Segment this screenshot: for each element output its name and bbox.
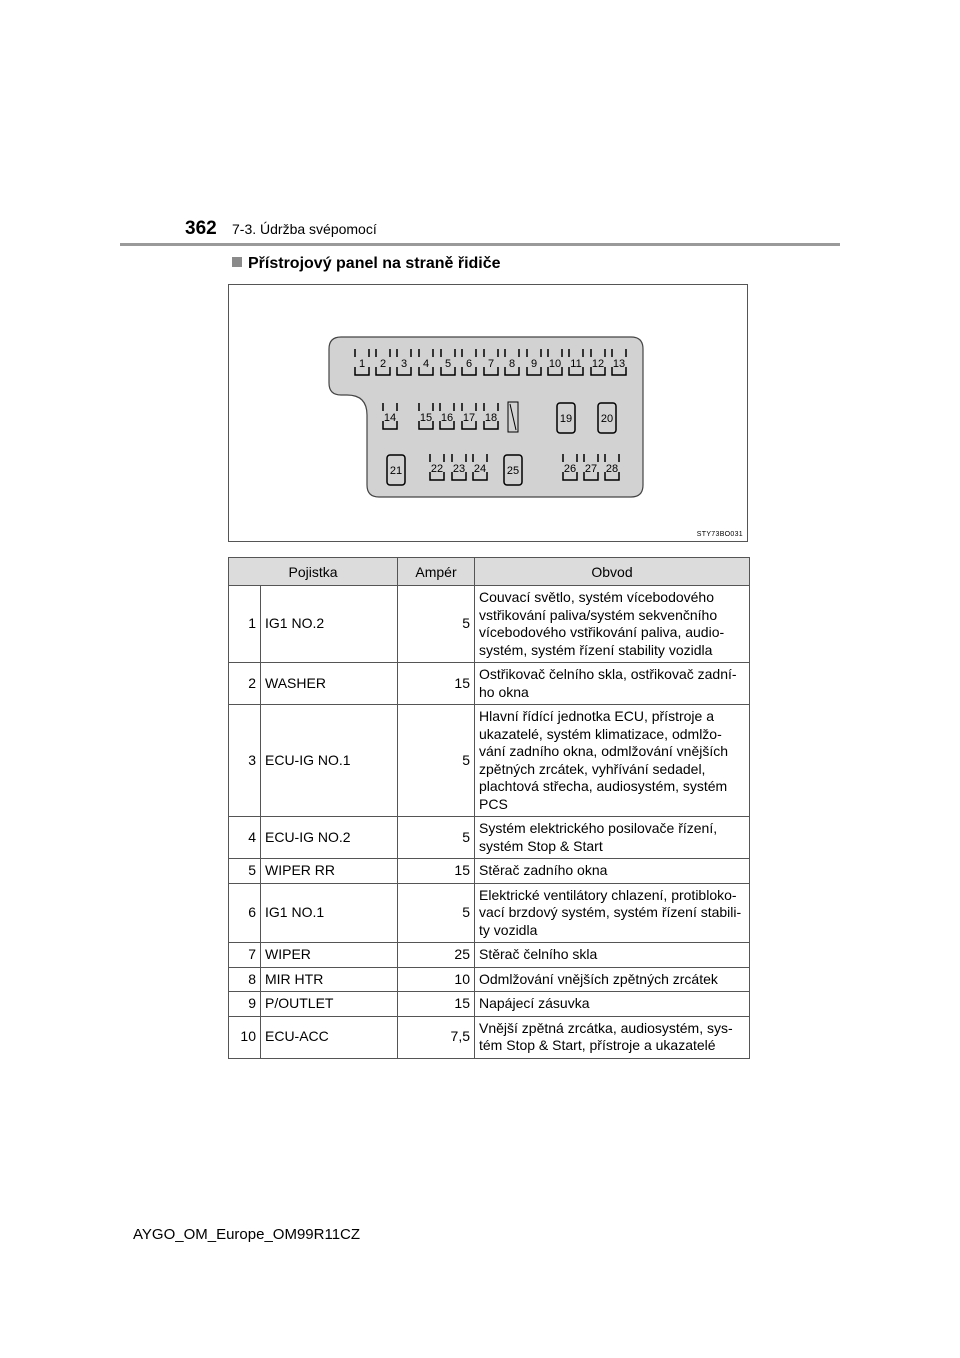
fuse-label: 21 bbox=[389, 465, 403, 477]
fuse-ampere: 5 bbox=[398, 817, 475, 859]
fuse-name: ECU-ACC bbox=[261, 1016, 398, 1058]
fuse-ampere: 5 bbox=[398, 586, 475, 663]
fuse-label: 10 bbox=[548, 358, 562, 370]
fuse-label: 22 bbox=[430, 463, 444, 475]
fuse-number: 1 bbox=[229, 586, 261, 663]
fuse-label: 14 bbox=[383, 412, 397, 424]
fuse-label: 5 bbox=[444, 358, 452, 370]
table-row bbox=[229, 817, 750, 859]
fuse-label: 18 bbox=[484, 412, 498, 424]
fuse-number: 4 bbox=[229, 817, 261, 859]
fuse-name: MIR HTR bbox=[261, 967, 398, 992]
fuse-label: 7 bbox=[487, 358, 495, 370]
fuse-circuit: Napájecí zásuvka bbox=[475, 992, 750, 1017]
table-row bbox=[229, 883, 750, 943]
table-row bbox=[229, 859, 750, 884]
fuse-label: 16 bbox=[440, 412, 454, 424]
figure-code: STY73BO031 bbox=[696, 531, 743, 538]
fuse-ampere: 15 bbox=[398, 663, 475, 705]
fuse-label: 2 bbox=[379, 358, 387, 370]
fuse-ampere: 25 bbox=[398, 943, 475, 968]
table-row bbox=[229, 705, 750, 817]
fuse-circuit: Stěrač zadního okna bbox=[475, 859, 750, 884]
fuse-name: WIPER bbox=[261, 943, 398, 968]
fuse-label: 19 bbox=[559, 413, 573, 425]
fuse-label: 9 bbox=[530, 358, 538, 370]
fuse-label: 24 bbox=[473, 463, 487, 475]
fuse-number: 3 bbox=[229, 705, 261, 817]
fuse-label: 6 bbox=[465, 358, 473, 370]
table-row bbox=[229, 663, 750, 705]
fuse-ampere: 15 bbox=[398, 859, 475, 884]
fuse-circuit: Elektrické ventilátory chlazení, protibloko-vací brzdový systém, systém řízení stabili-ty vozidla bbox=[475, 883, 750, 943]
table-header-row bbox=[229, 558, 750, 586]
fuse-circuit: Couvací světlo, systém vícebodového vstřikování paliva/systém sekvenčního vícebodového vstřikování paliva, audio-systém, systém řízení stability vozidla bbox=[475, 586, 750, 663]
fuse-label: 20 bbox=[600, 413, 614, 425]
fuse-number: 6 bbox=[229, 883, 261, 943]
fuse-label: 1 bbox=[358, 358, 366, 370]
square-bullet-icon bbox=[232, 257, 242, 267]
fuse-number: 2 bbox=[229, 663, 261, 705]
fuse-label: 13 bbox=[612, 358, 626, 370]
fuse-number: 5 bbox=[229, 859, 261, 884]
fuse-number: 7 bbox=[229, 943, 261, 968]
fuse-circuit: Odmlžování vnějších zpětných zrcátek bbox=[475, 967, 750, 992]
fuse-name: WASHER bbox=[261, 663, 398, 705]
fuse-label: 15 bbox=[419, 412, 433, 424]
subheading-text: Přístrojový panel na straně řidiče bbox=[248, 255, 501, 272]
fuse-number: 8 bbox=[229, 967, 261, 992]
fuse-label: 11 bbox=[570, 358, 582, 370]
fuse-circuit: Systém elektrického posilovače řízení, systém Stop & Start bbox=[475, 817, 750, 859]
fuse-box-diagram bbox=[228, 284, 748, 542]
table-row bbox=[229, 1016, 750, 1058]
fuse-ampere: 7,5 bbox=[398, 1016, 475, 1058]
fuse-name: P/OUTLET bbox=[261, 992, 398, 1017]
fuse-circuit: Stěrač čelního skla bbox=[475, 943, 750, 968]
fuse-label: 17 bbox=[462, 412, 476, 424]
fuse-label: 23 bbox=[452, 463, 466, 475]
page-number: 362 bbox=[185, 218, 217, 239]
header-ampere: Ampér bbox=[398, 558, 475, 586]
fuse-name: ECU-IG NO.1 bbox=[261, 705, 398, 817]
fuse-name: IG1 NO.1 bbox=[261, 883, 398, 943]
fuse-name: ECU-IG NO.2 bbox=[261, 817, 398, 859]
table-row bbox=[229, 943, 750, 968]
fuse-circuit: Ostřikovač čelního skla, ostřikovač zadní-ho okna bbox=[475, 663, 750, 705]
fuse-name: WIPER RR bbox=[261, 859, 398, 884]
fuse-ampere: 5 bbox=[398, 705, 475, 817]
footer-doc-code: AYGO_OM_Europe_OM99R11CZ bbox=[133, 1226, 361, 1243]
table-row bbox=[229, 586, 750, 663]
table-row bbox=[229, 967, 750, 992]
fuse-number: 10 bbox=[229, 1016, 261, 1058]
fuse-ampere: 10 bbox=[398, 967, 475, 992]
fuse-label: 26 bbox=[563, 463, 577, 475]
fuse-ampere: 5 bbox=[398, 883, 475, 943]
header-divider bbox=[120, 243, 840, 246]
fuse-name: IG1 NO.2 bbox=[261, 586, 398, 663]
fuse-ampere: 15 bbox=[398, 992, 475, 1017]
fuse-label: 4 bbox=[422, 358, 430, 370]
table-row bbox=[229, 992, 750, 1017]
fuse-label: 27 bbox=[584, 463, 598, 475]
fuse-label: 28 bbox=[605, 463, 619, 475]
fuse-number: 9 bbox=[229, 992, 261, 1017]
fuse-label: 8 bbox=[508, 358, 516, 370]
fuse-box-drawing bbox=[229, 285, 747, 541]
header-circuit: Obvod bbox=[475, 558, 750, 586]
fuse-label: 12 bbox=[591, 358, 605, 370]
fuse-table bbox=[228, 557, 750, 1059]
fuse-label: 25 bbox=[506, 465, 520, 477]
fuse-circuit: Vnější zpětná zrcátka, audiosystém, sys-tém Stop & Start, přístroje a ukazatelé bbox=[475, 1016, 750, 1058]
header-fuse: Pojistka bbox=[229, 558, 398, 586]
section-title: 7-3. Údržba svépomocí bbox=[232, 221, 377, 237]
fuse-circuit: Hlavní řídící jednotka ECU, přístroje a ukazatelé, systém klimatizace, odmlžo-vání zadního okna, odmlžování vnějších zpětných zrcátek, vyhřívání sedadel, plachtová střecha, audiosystém, systém PCS bbox=[475, 705, 750, 817]
fuse-label: 3 bbox=[400, 358, 408, 370]
subheading bbox=[232, 255, 501, 273]
